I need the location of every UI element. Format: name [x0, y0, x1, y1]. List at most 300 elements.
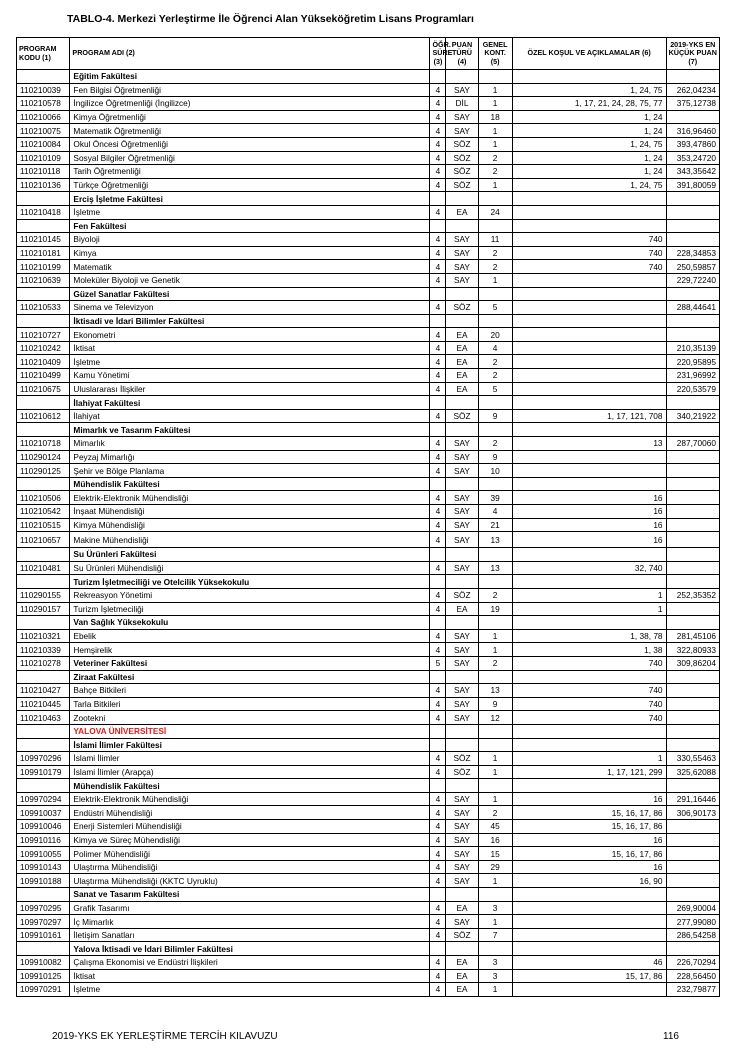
empty-cell [430, 287, 446, 301]
en-kucuk-puan [666, 820, 719, 834]
ogr-sure: 4 [430, 561, 446, 575]
faculty-header-row [17, 219, 720, 233]
genel-kont: 3 [478, 969, 512, 983]
code-cell [17, 477, 70, 491]
genel-kont: 45 [478, 820, 512, 834]
ogr-sure: 4 [430, 165, 446, 179]
ozel-kosul: 740 [512, 697, 666, 711]
puan-turu: SAY [446, 629, 478, 643]
ozel-kosul: 740 [512, 233, 666, 247]
program-code: 110210066 [17, 110, 70, 124]
genel-kont: 1 [478, 629, 512, 643]
en-kucuk-puan: 281,45106 [666, 629, 719, 643]
program-code: 110210418 [17, 205, 70, 219]
empty-cell [478, 423, 512, 437]
puan-turu: SAY [446, 260, 478, 274]
genel-kont: 9 [478, 697, 512, 711]
program-row [17, 711, 720, 725]
code-cell [17, 724, 70, 738]
program-code: 110210109 [17, 151, 70, 165]
empty-cell [446, 314, 478, 328]
ogr-sure: 4 [430, 629, 446, 643]
program-code: 110210321 [17, 629, 70, 643]
program-name: Kamu Yönetimi [70, 369, 430, 383]
program-code: 110210639 [17, 273, 70, 287]
program-row [17, 518, 720, 532]
genel-kont: 29 [478, 860, 512, 874]
ogr-sure: 4 [430, 260, 446, 274]
ozel-kosul: 16 [512, 860, 666, 874]
ogr-sure: 4 [430, 137, 446, 151]
faculty-header-row [17, 942, 720, 956]
en-kucuk-puan: 322,80933 [666, 643, 719, 657]
code-cell [17, 616, 70, 630]
puan-turu: SAY [446, 833, 478, 847]
en-kucuk-puan [666, 561, 719, 575]
header-puan-turu: PUAN TÜRÜ (4) [446, 38, 478, 70]
program-code: 109910116 [17, 833, 70, 847]
ozel-kosul: 1, 24, 75 [512, 178, 666, 192]
puan-turu: EA [446, 355, 478, 369]
ogr-sure: 4 [430, 847, 446, 861]
ozel-kosul: 32, 740 [512, 561, 666, 575]
program-row [17, 301, 720, 315]
en-kucuk-puan: 252,35352 [666, 588, 719, 602]
faculty-header-row [17, 548, 720, 562]
genel-kont: 9 [478, 450, 512, 464]
empty-cell [512, 616, 666, 630]
en-kucuk-puan [666, 532, 719, 548]
genel-kont: 9 [478, 409, 512, 423]
ozel-kosul: 15, 16, 17, 86 [512, 820, 666, 834]
empty-cell [446, 779, 478, 793]
ogr-sure: 4 [430, 464, 446, 478]
program-code: 110210499 [17, 369, 70, 383]
program-row [17, 833, 720, 847]
genel-kont: 20 [478, 328, 512, 342]
puan-turu: SAY [446, 874, 478, 888]
ogr-sure: 4 [430, 491, 446, 505]
empty-cell [446, 888, 478, 902]
code-cell [17, 888, 70, 902]
genel-kont: 2 [478, 165, 512, 179]
ogr-sure: 4 [430, 178, 446, 192]
empty-cell [512, 942, 666, 956]
program-name: Kimya [70, 246, 430, 260]
program-row [17, 273, 720, 287]
empty-cell [430, 738, 446, 752]
program-code: 110210075 [17, 124, 70, 138]
program-code: 110210718 [17, 437, 70, 451]
program-row [17, 806, 720, 820]
puan-turu: SAY [446, 532, 478, 548]
genel-kont: 2 [478, 355, 512, 369]
en-kucuk-puan [666, 602, 719, 616]
program-code: 110210463 [17, 711, 70, 725]
empty-cell [512, 724, 666, 738]
empty-cell [446, 942, 478, 956]
program-row [17, 151, 720, 165]
program-code: 110210481 [17, 561, 70, 575]
en-kucuk-puan: 220,95895 [666, 355, 719, 369]
ogr-sure: 4 [430, 382, 446, 396]
puan-turu: SÖZ [446, 137, 478, 151]
puan-turu: SÖZ [446, 409, 478, 423]
ozel-kosul: 13 [512, 437, 666, 451]
en-kucuk-puan: 228,34853 [666, 246, 719, 260]
empty-cell [478, 738, 512, 752]
puan-turu: SAY [446, 518, 478, 532]
empty-cell [512, 888, 666, 902]
empty-cell [430, 423, 446, 437]
en-kucuk-puan: 269,90004 [666, 901, 719, 915]
en-kucuk-puan: 340,21922 [666, 409, 719, 423]
program-code: 110210727 [17, 328, 70, 342]
genel-kont: 5 [478, 382, 512, 396]
program-row [17, 915, 720, 929]
en-kucuk-puan [666, 518, 719, 532]
ogr-sure: 4 [430, 602, 446, 616]
ozel-kosul [512, 205, 666, 219]
empty-cell [666, 192, 719, 206]
code-cell [17, 548, 70, 562]
ozel-kosul: 1, 17, 21, 24, 28, 75, 77 [512, 97, 666, 111]
empty-cell [666, 287, 719, 301]
empty-cell [478, 942, 512, 956]
program-code: 109910037 [17, 806, 70, 820]
program-row [17, 847, 720, 861]
puan-turu: SAY [446, 233, 478, 247]
genel-kont: 4 [478, 505, 512, 519]
ozel-kosul: 1 [512, 752, 666, 766]
en-kucuk-puan: 231,96992 [666, 369, 719, 383]
en-kucuk-puan [666, 505, 719, 519]
code-cell [17, 192, 70, 206]
genel-kont: 1 [478, 643, 512, 657]
table-body [17, 70, 720, 997]
genel-kont: 5 [478, 301, 512, 315]
program-row [17, 928, 720, 942]
program-row [17, 205, 720, 219]
program-name: Grafik Tasarımı [70, 901, 430, 915]
ogr-sure: 4 [430, 915, 446, 929]
puan-turu: SAY [446, 505, 478, 519]
program-name: Veteriner Fakültesi [70, 656, 430, 670]
en-kucuk-puan [666, 233, 719, 247]
empty-cell [478, 548, 512, 562]
empty-cell [512, 70, 666, 84]
empty-cell [478, 396, 512, 410]
program-row [17, 969, 720, 983]
ozel-kosul [512, 382, 666, 396]
genel-kont: 11 [478, 233, 512, 247]
empty-cell [666, 738, 719, 752]
program-row [17, 464, 720, 478]
ozel-kosul [512, 915, 666, 929]
empty-cell [446, 287, 478, 301]
header-program-adi: PROGRAM ADI (2) [70, 38, 430, 70]
ogr-sure: 4 [430, 874, 446, 888]
university-header-row [17, 724, 720, 738]
program-row [17, 956, 720, 970]
program-name: Kimya Mühendisliği [70, 518, 430, 532]
genel-kont: 1 [478, 83, 512, 97]
empty-cell [430, 548, 446, 562]
ogr-sure: 4 [430, 205, 446, 219]
genel-kont: 2 [478, 806, 512, 820]
empty-cell [446, 423, 478, 437]
program-row [17, 137, 720, 151]
program-row [17, 341, 720, 355]
puan-turu: SÖZ [446, 765, 478, 779]
program-name: Ulaştırma Mühendisliği [70, 860, 430, 874]
genel-kont: 10 [478, 464, 512, 478]
en-kucuk-puan [666, 711, 719, 725]
ogr-sure: 4 [430, 151, 446, 165]
empty-cell [446, 477, 478, 491]
ozel-kosul: 16, 90 [512, 874, 666, 888]
puan-turu: SAY [446, 561, 478, 575]
ogr-sure: 4 [430, 820, 446, 834]
ozel-kosul: 16 [512, 833, 666, 847]
program-name: Ulaştırma Mühendisliği (KKTC Uyruklu) [70, 874, 430, 888]
empty-cell [430, 314, 446, 328]
program-row [17, 561, 720, 575]
empty-cell [430, 616, 446, 630]
empty-cell [478, 724, 512, 738]
program-row [17, 110, 720, 124]
program-code: 109910046 [17, 820, 70, 834]
puan-turu: SÖZ [446, 151, 478, 165]
puan-turu: EA [446, 901, 478, 915]
faculty-name: İlahiyat Fakültesi [70, 396, 430, 410]
empty-cell [512, 314, 666, 328]
empty-cell [430, 70, 446, 84]
empty-cell [512, 477, 666, 491]
faculty-name: Mühendislik Fakültesi [70, 779, 430, 793]
faculty-name: Turizm İşletmeciliği ve Otelcilik Yüksekokulu [70, 575, 430, 589]
en-kucuk-puan [666, 110, 719, 124]
program-name: Matematik Öğretmenliği [70, 124, 430, 138]
program-code: 109970295 [17, 901, 70, 915]
en-kucuk-puan: 330,55463 [666, 752, 719, 766]
program-name: Turizm İşletmeciliği [70, 602, 430, 616]
program-name: Peyzaj Mimarlığı [70, 450, 430, 464]
ozel-kosul: 46 [512, 956, 666, 970]
program-row [17, 491, 720, 505]
program-name: Kimya Öğretmenliği [70, 110, 430, 124]
puan-turu: EA [446, 956, 478, 970]
faculty-header-row [17, 738, 720, 752]
empty-cell [446, 738, 478, 752]
program-code: 109910143 [17, 860, 70, 874]
puan-turu: SAY [446, 83, 478, 97]
empty-cell [446, 616, 478, 630]
program-name: Kimya ve Süreç Mühendisliği [70, 833, 430, 847]
faculty-name: Eğitim Fakültesi [70, 70, 430, 84]
empty-cell [666, 423, 719, 437]
en-kucuk-puan: 277,99080 [666, 915, 719, 929]
empty-cell [666, 888, 719, 902]
en-kucuk-puan [666, 847, 719, 861]
puan-turu: SAY [446, 847, 478, 861]
empty-cell [478, 616, 512, 630]
program-code: 109910179 [17, 765, 70, 779]
program-code: 110210199 [17, 260, 70, 274]
genel-kont: 1 [478, 874, 512, 888]
program-row [17, 820, 720, 834]
en-kucuk-puan [666, 684, 719, 698]
empty-cell [430, 670, 446, 684]
en-kucuk-puan [666, 697, 719, 711]
genel-kont: 13 [478, 684, 512, 698]
ogr-sure: 4 [430, 860, 446, 874]
program-name: Endüstri Mühendisliği [70, 806, 430, 820]
program-name: İşletme [70, 983, 430, 997]
genel-kont: 2 [478, 260, 512, 274]
program-name: Fen Bilgisi Öğretmenliği [70, 83, 430, 97]
en-kucuk-puan [666, 328, 719, 342]
genel-kont: 19 [478, 602, 512, 616]
puan-turu: SAY [446, 643, 478, 657]
ozel-kosul [512, 341, 666, 355]
program-name: Çalışma Ekonomisi ve Endüstri İlişkileri [70, 956, 430, 970]
empty-cell [512, 738, 666, 752]
ogr-sure: 4 [430, 532, 446, 548]
empty-cell [446, 548, 478, 562]
program-code: 110210533 [17, 301, 70, 315]
puan-turu: EA [446, 341, 478, 355]
program-code: 110290124 [17, 450, 70, 464]
empty-cell [478, 192, 512, 206]
puan-turu: SAY [446, 273, 478, 287]
en-kucuk-puan: 226,70294 [666, 956, 719, 970]
program-row [17, 532, 720, 548]
ogr-sure: 4 [430, 505, 446, 519]
ozel-kosul: 740 [512, 656, 666, 670]
ogr-sure: 4 [430, 792, 446, 806]
faculty-name: Van Sağlık Yüksekokulu [70, 616, 430, 630]
empty-cell [478, 70, 512, 84]
program-row [17, 83, 720, 97]
program-code: 109910161 [17, 928, 70, 942]
puan-turu: SÖZ [446, 301, 478, 315]
puan-turu: SAY [446, 246, 478, 260]
footer-guide-title: 2019-YKS EK YERLEŞTİRME TERCİH KILAVUZU [52, 1031, 278, 1042]
puan-turu: SÖZ [446, 588, 478, 602]
empty-cell [430, 219, 446, 233]
ogr-sure: 4 [430, 233, 446, 247]
header-genel-kont: GENEL KONT. (5) [478, 38, 512, 70]
puan-turu: EA [446, 369, 478, 383]
en-kucuk-puan: 353,24720 [666, 151, 719, 165]
empty-cell [666, 396, 719, 410]
program-row [17, 382, 720, 396]
program-code: 110210145 [17, 233, 70, 247]
program-name: İslami İlimler (Arapça) [70, 765, 430, 779]
genel-kont: 7 [478, 928, 512, 942]
en-kucuk-puan: 288,44641 [666, 301, 719, 315]
genel-kont: 1 [478, 765, 512, 779]
en-kucuk-puan: 229,72240 [666, 273, 719, 287]
empty-cell [512, 219, 666, 233]
ogr-sure: 4 [430, 833, 446, 847]
ozel-kosul: 1, 24 [512, 151, 666, 165]
program-code: 109910055 [17, 847, 70, 861]
program-name: Elektrik-Elektronik Mühendisliği [70, 491, 430, 505]
genel-kont: 1 [478, 97, 512, 111]
genel-kont: 13 [478, 561, 512, 575]
en-kucuk-puan [666, 450, 719, 464]
empty-cell [666, 575, 719, 589]
ogr-sure: 4 [430, 83, 446, 97]
empty-cell [512, 396, 666, 410]
empty-cell [666, 314, 719, 328]
ogr-sure: 4 [430, 273, 446, 287]
program-code: 109910188 [17, 874, 70, 888]
program-name: İç Mimarlık [70, 915, 430, 929]
faculty-header-row [17, 779, 720, 793]
ogr-sure: 4 [430, 409, 446, 423]
en-kucuk-puan [666, 860, 719, 874]
ogr-sure: 4 [430, 969, 446, 983]
code-cell [17, 942, 70, 956]
program-row [17, 983, 720, 997]
genel-kont: 1 [478, 752, 512, 766]
header-ogr-sure: ÖĞR. SÜRE (3) [430, 38, 446, 70]
program-name: Uluslararası İlişkiler [70, 382, 430, 396]
ogr-sure: 4 [430, 518, 446, 532]
program-code: 110210657 [17, 532, 70, 548]
program-row [17, 97, 720, 111]
genel-kont: 24 [478, 205, 512, 219]
genel-kont: 2 [478, 151, 512, 165]
program-row [17, 409, 720, 423]
puan-turu: SAY [446, 464, 478, 478]
en-kucuk-puan: 291,16446 [666, 792, 719, 806]
program-name: Su Ürünleri Mühendisliği [70, 561, 430, 575]
program-row [17, 656, 720, 670]
ogr-sure: 4 [430, 246, 446, 260]
program-row [17, 588, 720, 602]
genel-kont: 13 [478, 532, 512, 548]
empty-cell [430, 724, 446, 738]
genel-kont: 1 [478, 273, 512, 287]
puan-turu: EA [446, 382, 478, 396]
genel-kont: 18 [478, 110, 512, 124]
empty-cell [478, 779, 512, 793]
empty-cell [446, 219, 478, 233]
page-number: 116 [663, 1031, 679, 1042]
program-code: 110210136 [17, 178, 70, 192]
empty-cell [478, 670, 512, 684]
ozel-kosul: 1, 38 [512, 643, 666, 657]
ozel-kosul: 16 [512, 491, 666, 505]
puan-turu: SAY [446, 820, 478, 834]
empty-cell [666, 70, 719, 84]
program-row [17, 246, 720, 260]
empty-cell [446, 70, 478, 84]
empty-cell [666, 477, 719, 491]
faculty-header-row [17, 423, 720, 437]
faculty-name: Güzel Sanatlar Fakültesi [70, 287, 430, 301]
program-name: Bahçe Bitkileri [70, 684, 430, 698]
genel-kont: 4 [478, 341, 512, 355]
puan-turu: EA [446, 328, 478, 342]
ozel-kosul: 1, 38, 78 [512, 629, 666, 643]
program-name: Biyoloji [70, 233, 430, 247]
ozel-kosul: 740 [512, 246, 666, 260]
